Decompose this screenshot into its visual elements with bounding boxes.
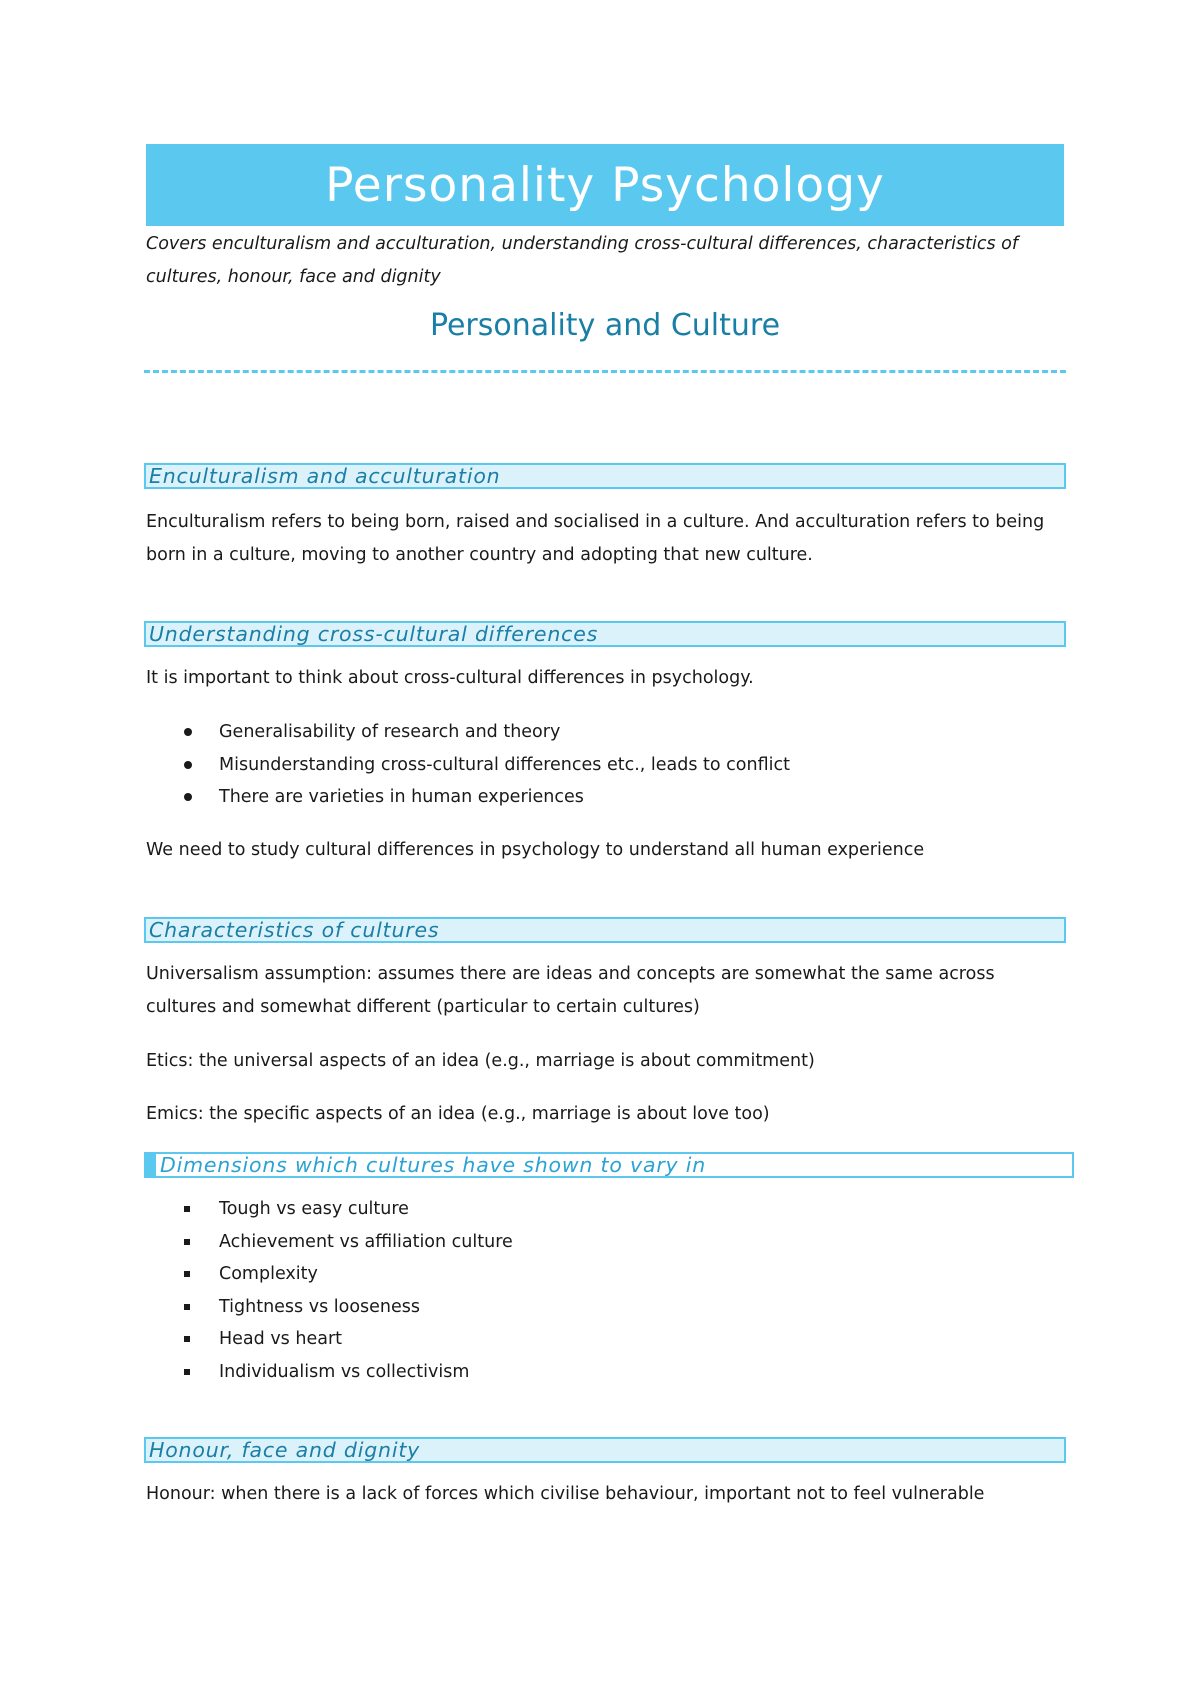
bullet-icon (184, 1271, 190, 1277)
bullet-icon (184, 793, 192, 801)
bullet-icon (184, 728, 192, 736)
bullet-icon (184, 1369, 190, 1375)
section-heading-text: Enculturalism and acculturation (149, 464, 501, 488)
honour-paragraph: Honour: when there is a lack of forces which civilise behaviour, important not to feel vulnerable (146, 1484, 985, 1504)
list-item: Misunderstanding cross-cultural differences etc., leads to conflict (146, 749, 1066, 782)
page-heading: Personality and Culture (429, 308, 781, 343)
list-item: Complexity (146, 1258, 1066, 1291)
section-heading-text: Dimensions which cultures have shown to vary in (160, 1153, 707, 1177)
section-heading-dimensions (144, 1152, 1074, 1178)
cross-cultural-conclusion: We need to study cultural differences in psychology to understand all human experience (146, 840, 925, 860)
document-title: Personality Psychology (325, 157, 885, 213)
cross-cultural-intro: It is important to think about cross-cultural differences in psychology. (146, 668, 754, 688)
list-item: Individualism vs collectivism (146, 1356, 1066, 1389)
dimensions-bullet-list (146, 1193, 1066, 1389)
etics-paragraph: Etics: the universal aspects of an idea (e.g., marriage is about commitment) (146, 1051, 815, 1071)
bullet-icon (184, 1336, 190, 1342)
cross-cultural-bullet-list (146, 716, 1066, 814)
section-heading-enculturalism (144, 463, 1066, 489)
list-item: Achievement vs affiliation culture (146, 1226, 1066, 1259)
universalism-paragraph: Universalism assumption: assumes there are ideas and concepts are somewhat the same across cultures and somewhat different (particular to certain cultures) (146, 964, 995, 1017)
list-item: Generalisability of research and theory (146, 716, 1066, 749)
section-heading-text: Characteristics of cultures (149, 918, 440, 942)
heading-divider (144, 370, 1066, 373)
bullet-icon (184, 761, 192, 769)
list-item: Tightness vs looseness (146, 1291, 1066, 1324)
enculturalism-paragraph: Enculturalism refers to being born, raised and socialised in a culture. And acculturation refers to being born in a culture, moving to another country and adopting that new culture. (146, 512, 1045, 565)
title-banner (146, 144, 1064, 226)
section-heading-honour (144, 1437, 1066, 1463)
bullet-icon (184, 1304, 190, 1310)
section-heading-cross-cultural (144, 621, 1066, 647)
list-item: There are varieties in human experiences (146, 781, 1066, 814)
bullet-icon (184, 1206, 190, 1212)
list-item: Tough vs easy culture (146, 1193, 1066, 1226)
emics-paragraph: Emics: the specific aspects of an idea (e.g., marriage is about love too) (146, 1104, 770, 1124)
list-item: Head vs heart (146, 1323, 1066, 1356)
bullet-icon (184, 1239, 190, 1245)
section-heading-text: Honour, face and dignity (149, 1438, 421, 1462)
document-subtitle: Covers enculturalism and acculturation, understanding cross-cultural differences, characteristics of cultures, honour, face and dignity (146, 234, 1019, 287)
section-heading-text: Understanding cross-cultural differences (149, 622, 599, 646)
section-heading-characteristics (144, 917, 1066, 943)
